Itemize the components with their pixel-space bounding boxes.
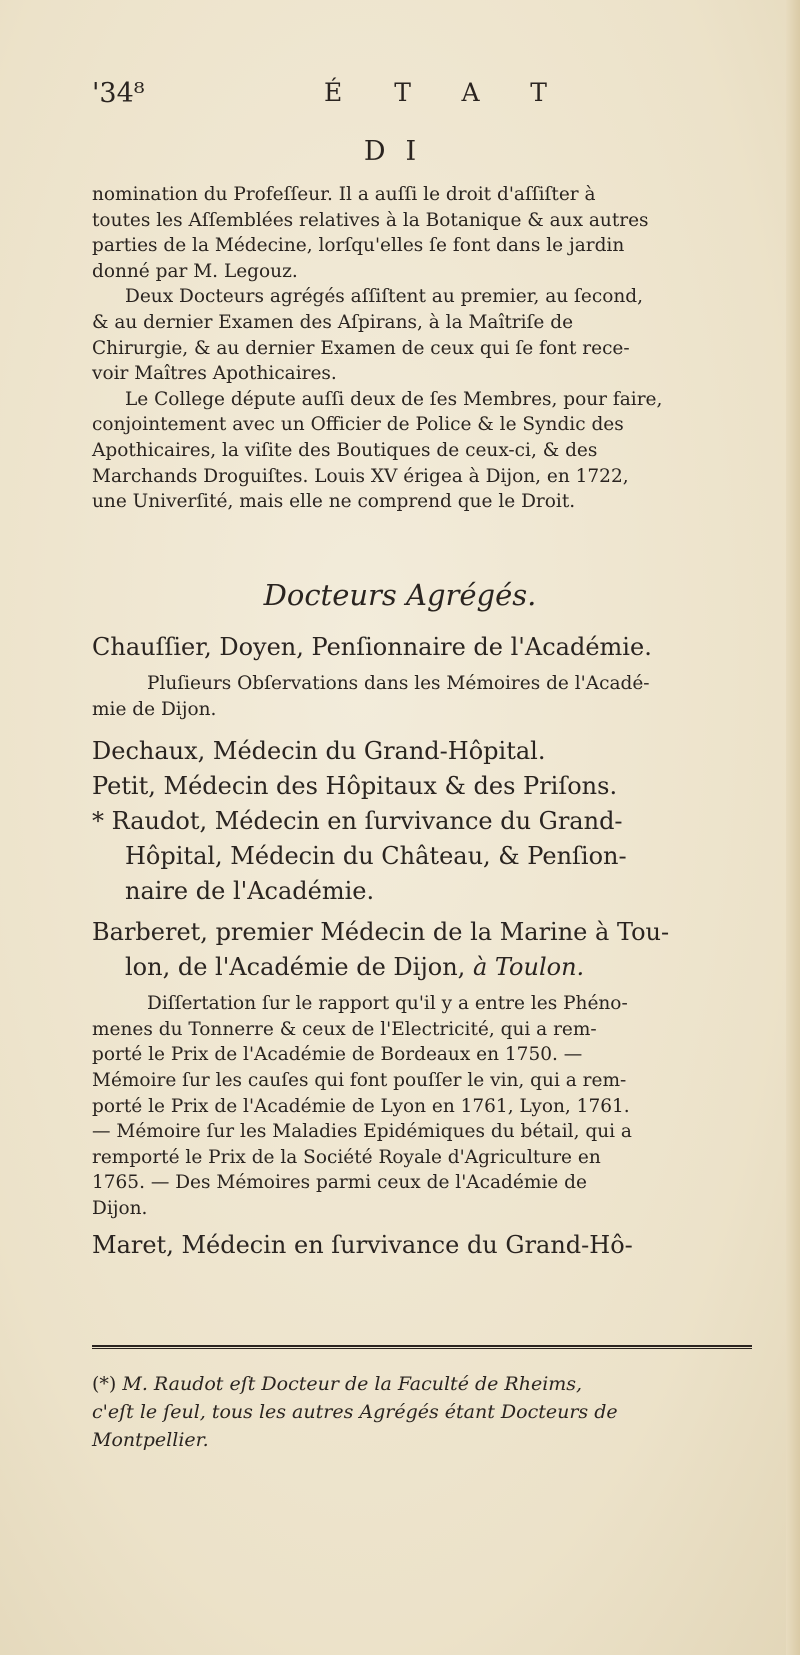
entry-barberet-cont [92,950,770,985]
footnote [92,1370,762,1454]
entry-note: remporté le Prix de la Société Royale d'Agriculture en [92,1146,601,1168]
footnote-mark: (*) [92,1373,117,1395]
running-header [92,78,742,118]
entry-note: Diſſertation ſur le rapport qu'il y a entre les Phéno- [147,993,628,1015]
entry-note: Dijon. [92,1197,148,1219]
entry-raudot-cont: naire de l'Académie. [125,877,375,906]
text-line: nomination du Profeſſeur. Il a auſſi le droit d'aſſiſter à [92,184,596,205]
section-subhead: DI [363,136,437,167]
entry-note: — Mémoire ſur les Maladies Epidémiques du bétail, qui a [92,1121,632,1143]
entry-note: Pluſieurs Obſervations dans les Mémoires de l'Acadé- [147,673,650,694]
text-line: donné par M. Legouz. [92,260,298,282]
entry-raudot: * Raudot, Médecin en ſurvivance du Grand- [92,807,623,836]
text-line: toutes les Aſſemblées relatives à la Botanique & aux autres [92,209,649,231]
page-number: '34⁸ [92,78,145,109]
intro-paragraphs [92,182,770,515]
text-line: Chirurgie, & au dernier Examen de ceux qui ſe font rece- [92,337,630,359]
text-line: & au dernier Examen des Aſpirans, à la Maîtriſe de [92,311,574,333]
text-line: Le College députe auſſi deux de ſes Membres, pour faire, [125,388,663,410]
footnote-rule [92,1345,752,1349]
entries-list [92,630,770,1263]
text-line: voir Maîtres Apothicaires. [92,363,337,385]
entry-text: lon, de l'Académie de Dijon, [125,953,473,982]
entry-maret: Maret, Médecin en ſurvivance du Grand-Hô- [92,1230,633,1259]
footnote-line [92,1370,762,1398]
entry-note: Mémoire ſur les cauſes qui font pouſſer le vin, qui a rem- [92,1069,627,1091]
entry-barberet: Barberet, premier Médecin de la Marine à Tou- [92,918,670,947]
entry-dechaux: Dechaux, Médecin du Grand-Hôpital. [92,737,546,766]
entry-petit: Petit, Médecin des Hôpitaux & des Priſons. [92,772,618,801]
text-line: conjointement avec un Officier de Police & le Syndic des [92,414,624,436]
text-line: une Univerſité, mais elle ne comprend que le Droit. [92,491,576,513]
footnote-line: Montpellier. [92,1429,209,1451]
entry-note: 1765. — Des Mémoires parmi ceux de l'Académie de [92,1172,587,1194]
entry-note: mie de Dijon. [92,698,217,720]
entry-raudot-cont: Hôpital, Médecin du Château, & Penſion- [125,842,627,871]
section-title: Docteurs Agrégés. [263,578,537,612]
entry-place: à Toulon. [472,953,585,982]
text-line: Marchands Droguiſtes. Louis XV érigea à Dijon, en 1722, [92,465,629,487]
footnote-line: c'eſt le ſeul, tous les autres Agrégés étant Docteurs de [92,1401,618,1423]
text-line: parties de la Médecine, lorſqu'elles ſe font dans le jardin [92,235,625,257]
entry-note: menes du Tonnerre & ceux de l'Electricité, qui a rem- [92,1018,597,1040]
entry-chaussier: Chauſſier, Doyen, Penſionnaire de l'Académie. [92,633,652,661]
running-title: ÉTAT [324,78,599,107]
entry-note: porté le Prix de l'Académie de Lyon en 1761, Lyon, 1761. [92,1095,630,1117]
text-line: Deux Docteurs agrégés aſſiſtent au premier, au ſecond, [125,286,643,308]
entry-note: porté le Prix de l'Académie de Bordeaux en 1750. — [92,1044,583,1066]
footnote-text: M. Raudot eſt Docteur de la Faculté de Rheims, [116,1373,583,1395]
page-edge [786,0,800,1655]
text-line: Apothicaires, la viſite des Boutiques de ceux-ci, & des [92,439,598,461]
